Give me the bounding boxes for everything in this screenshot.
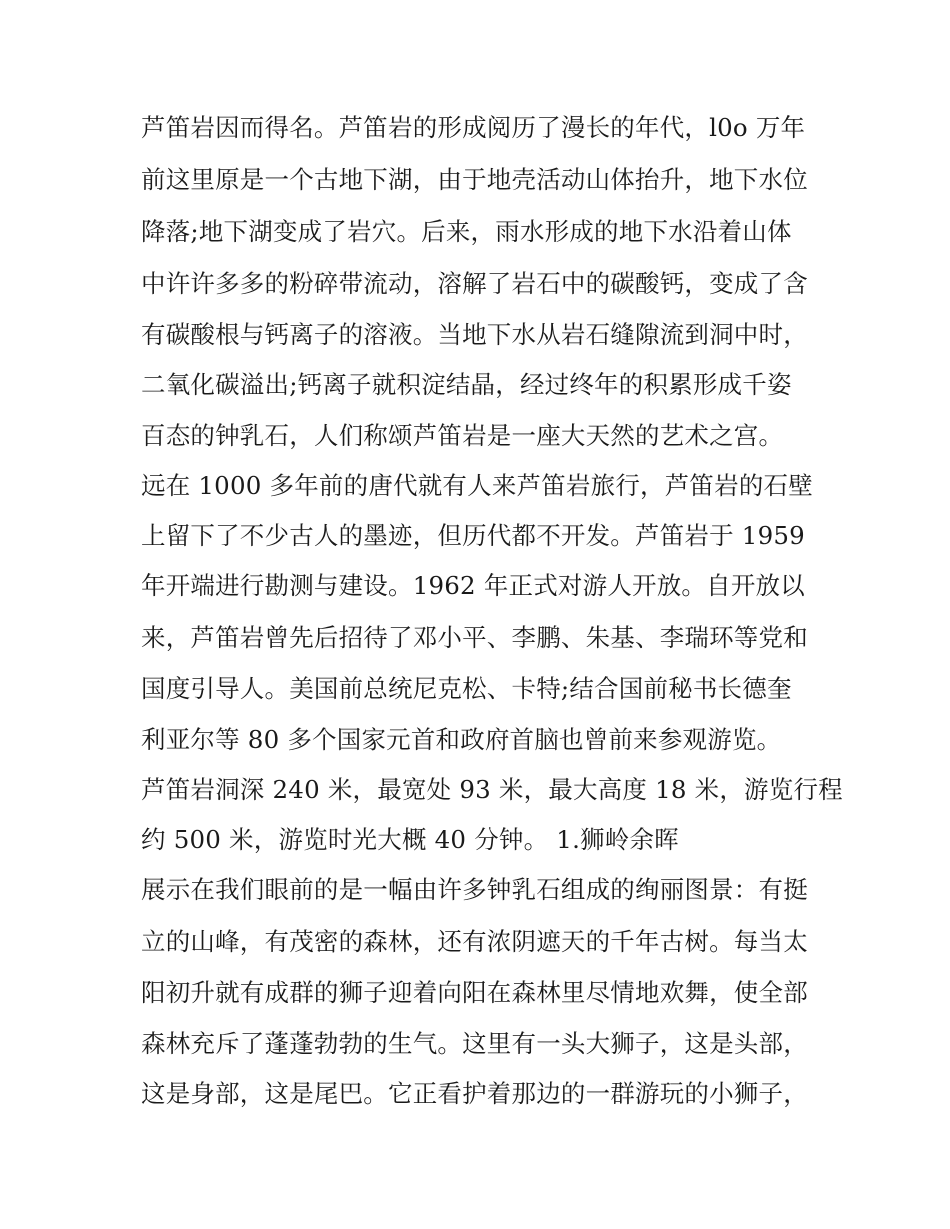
text-line: 百态的钟乳石，人们称颂芦笛岩是一座大天然的艺术之宫。 <box>141 421 784 450</box>
text-line: 远在 1000 多年前的唐代就有人来芦笛岩旅行，芦笛岩的石壁 <box>141 471 813 500</box>
text-line: 这是身部，这是尾巴。它正看护着那边的一群游玩的小狮子， <box>141 1079 808 1108</box>
text-line: 二氧化碳溢出;钙离子就积淀结晶，经过终年的积累形成千姿 <box>141 370 792 399</box>
text-line: 展示在我们眼前的是一幅由许多钟乳石组成的绚丽图景：有挺 <box>141 875 808 904</box>
text-line: 阳初升就有成群的狮子迎着向阳在森林里尽情地欢舞，使全部 <box>141 978 808 1007</box>
text-line: 立的山峰，有茂密的森林，还有浓阴遮天的千年古树。每当太 <box>141 927 808 956</box>
text-line: 森林充斥了蓬蓬勃勃的生气。这里有一头大狮子，这是头部， <box>141 1029 808 1058</box>
text-line: 芦笛岩因而得名。芦笛岩的形成阅历了漫长的年代，l0o 万年 <box>141 113 806 142</box>
text-line: 利亚尔等 80 多个国家元首和政府首脑也曾前来参观游览。 <box>141 725 782 754</box>
text-line: 芦笛岩洞深 240 米，最宽处 93 米，最大高度 18 米，游览行程 <box>141 775 843 804</box>
text-line: 约 500 米，游览时光大概 40 分钟。 1.狮岭余晖 <box>141 825 679 854</box>
text-line: 降落;地下湖变成了岩穴。后来，雨水形成的地下水沿着山体 <box>141 217 792 246</box>
text-line: 前这里原是一个古地下湖，由于地壳活动山体抬升，地下水位 <box>141 165 808 194</box>
text-line: 年开端进行勘测与建设。1962 年正式对游人开放。自开放以 <box>141 571 805 600</box>
text-line: 来，芦笛岩曾先后招待了邓小平、李鹏、朱基、李瑞环等党和 <box>141 623 808 652</box>
text-line: 有碳酸根与钙离子的溶液。当地下水从岩石缝隙流到洞中时， <box>141 320 808 349</box>
text-line: 中许许多多的粉碎带流动，溶解了岩石中的碳酸钙，变成了含 <box>141 269 808 298</box>
text-line: 上留下了不少古人的墨迹，但历代都不开发。芦笛岩于 1959 <box>141 521 805 550</box>
text-line: 国度引导人。美国前总统尼克松、卡特;结合国前秘书长德奎 <box>141 674 792 703</box>
